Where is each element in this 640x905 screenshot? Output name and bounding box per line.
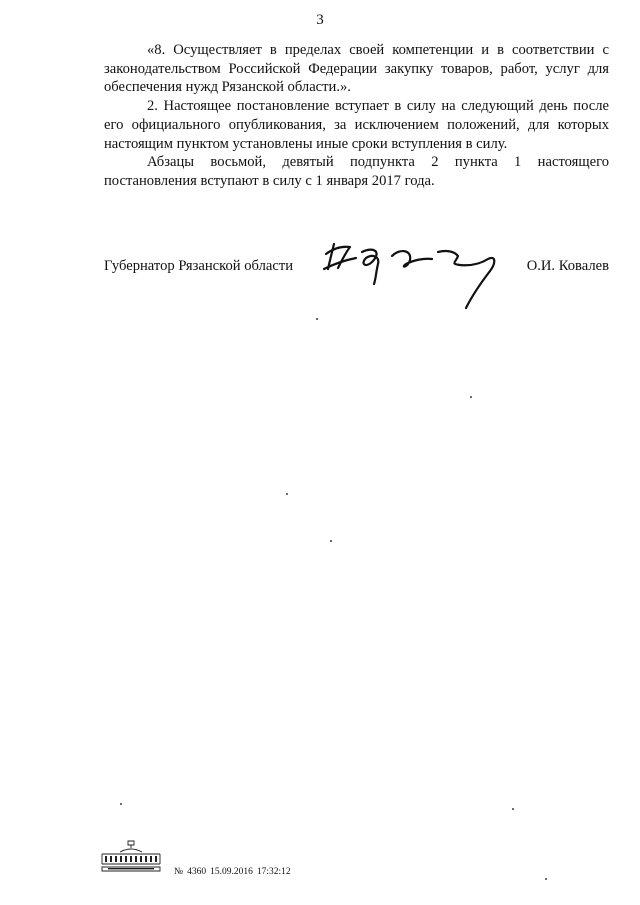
text-line: «8. Осуществляет в пределах своей компетенции и в соответствии с xyxy=(147,42,609,58)
text-line: 2. Настоящее постановление вступает в силу на следующий день после xyxy=(147,98,609,115)
scan-speck xyxy=(316,318,318,320)
text-line: его официального опубликования, за исключением положений, для которых xyxy=(104,116,609,133)
scan-speck xyxy=(470,396,472,398)
signer-name: О.И. Ковалев xyxy=(526,258,609,274)
scan-speck xyxy=(545,878,547,880)
scan-speck xyxy=(330,540,332,542)
paragraph-amendment xyxy=(104,41,609,97)
registration-number: 4360 xyxy=(187,867,207,877)
registration-date: 15.09.2016 xyxy=(210,867,253,877)
text-line: законодательством Российской Федерации закупку товаров, работ, услуг для xyxy=(104,60,609,77)
document-body xyxy=(104,41,609,191)
registration-footer xyxy=(100,840,340,886)
page-number: 3 xyxy=(316,12,324,28)
scan-speck xyxy=(512,808,514,810)
handwritten-signature xyxy=(320,238,510,313)
number-sign: № xyxy=(174,867,184,877)
text-line: настоящим пунктом установлены иные сроки вступления в силу. xyxy=(104,135,508,152)
registration-stamp xyxy=(174,867,291,877)
text-line: постановления вступают в силу с 1 января 2017 года. xyxy=(104,172,435,189)
paragraph-effective-date xyxy=(104,97,609,153)
text-line: Абзацы восьмой, девятый подпункта 2 пункта 1 настоящего xyxy=(147,154,609,171)
scan-speck xyxy=(120,803,122,805)
registration-time: 17:32:12 xyxy=(256,867,291,877)
scan-speck xyxy=(286,493,288,495)
government-building-logo xyxy=(100,840,162,874)
paragraph-exceptions xyxy=(104,153,609,190)
text-line: обеспечения нужд Рязанской области.». xyxy=(104,79,351,96)
signer-title: Губернатор Рязанской области xyxy=(104,258,294,274)
